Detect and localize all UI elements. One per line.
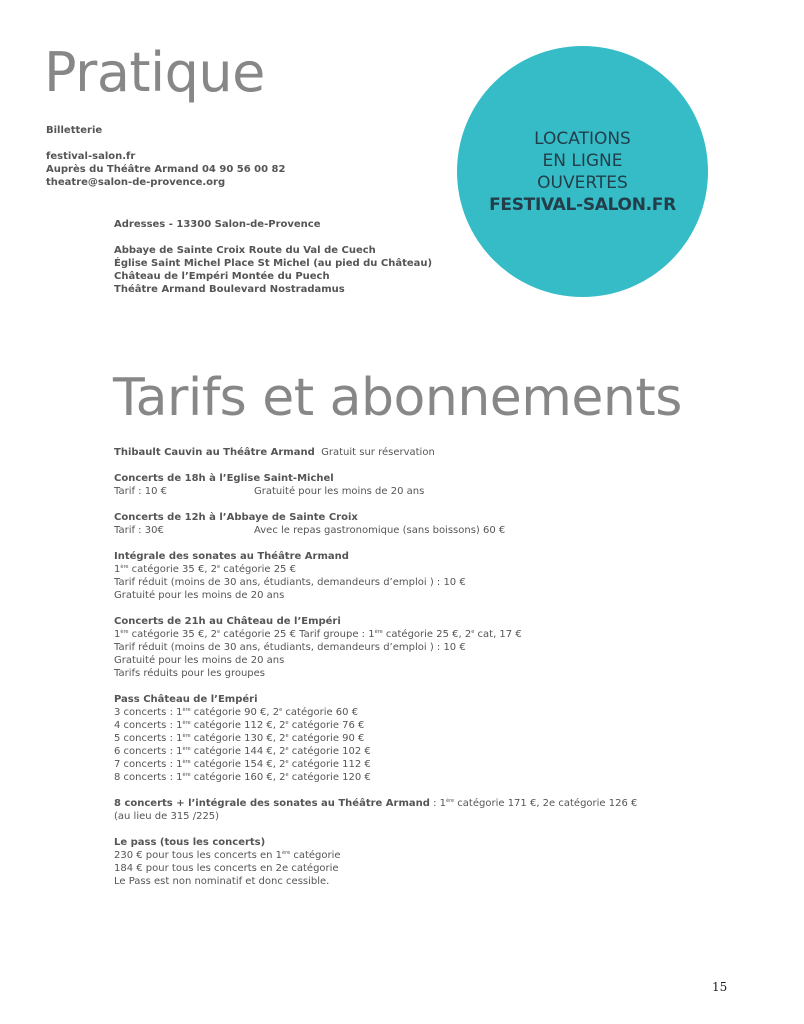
text: catégorie xyxy=(290,850,341,861)
sup: e xyxy=(217,629,221,635)
pass-row xyxy=(114,771,637,784)
concerts18-tarif: Tarif : 10 € xyxy=(114,486,167,497)
integrale-line2: Tarif réduit (moins de 30 ans, étudiants, demandeurs d’emploi ) : 10 € xyxy=(114,577,466,588)
text: : 1 xyxy=(429,798,447,809)
text: catégorie 102 € xyxy=(288,746,371,757)
text: 1 xyxy=(114,564,121,575)
pass-chateau-heading: Pass Château de l’Empéri xyxy=(114,694,258,705)
sup: ère xyxy=(182,707,191,713)
text: 8 concerts : 1 xyxy=(114,772,183,783)
text: catégorie 35 €, 2 xyxy=(128,564,218,575)
sup: ère xyxy=(120,629,129,635)
integrale-heading: Intégrale des sonates au Théâtre Armand xyxy=(114,551,349,562)
thibault-row xyxy=(114,446,637,459)
concerts21-line4: Tarifs réduits pour les groupes xyxy=(114,668,266,679)
address-line: Château de l’Empéri Montée du Puech xyxy=(114,271,330,282)
sup: e xyxy=(279,707,283,713)
thibault-text: Gratuit sur réservation xyxy=(321,447,435,458)
billetterie-block xyxy=(46,124,285,189)
sup: ère xyxy=(120,564,129,570)
text: 3 concerts : 1 xyxy=(114,707,183,718)
spacer xyxy=(114,231,432,244)
address-line: Théâtre Armand Boulevard Nostradamus xyxy=(114,284,345,295)
concerts12-row xyxy=(114,524,637,537)
circle-line-locations: LOCATIONS xyxy=(534,128,631,149)
sup: e xyxy=(285,759,289,765)
text: catégorie 90 € xyxy=(288,733,365,744)
sup: e xyxy=(285,746,289,752)
circle-line-en-ligne: EN LIGNE xyxy=(542,150,623,171)
text: catégorie 120 € xyxy=(288,772,371,783)
text: catégorie 76 € xyxy=(288,720,365,731)
sup: ère xyxy=(282,850,291,856)
text: 4 concerts : 1 xyxy=(114,720,183,731)
spacer xyxy=(114,537,637,550)
website-link[interactable]: festival-salon.fr xyxy=(46,151,136,162)
text: 230 € pour tous les concerts en 1 xyxy=(114,850,283,861)
integrale-line3: Gratuité pour les moins de 20 ans xyxy=(114,590,285,601)
sup: ère xyxy=(374,629,383,635)
adresses-heading: Adresses - 13300 Salon-de-Provence xyxy=(114,219,321,230)
pass-row xyxy=(114,758,637,771)
text: catégorie 60 € xyxy=(282,707,359,718)
adresses-block xyxy=(114,218,432,296)
spacer xyxy=(114,680,637,693)
spacer xyxy=(114,459,637,472)
text: catégorie 112 € xyxy=(288,759,371,770)
text: catégorie 112 €, 2 xyxy=(190,720,286,731)
text: catégorie 25 € xyxy=(220,564,296,575)
sup: ère xyxy=(182,759,191,765)
spacer xyxy=(114,602,637,615)
spacer xyxy=(46,137,285,150)
sup: e xyxy=(285,772,289,778)
text: catégorie 130 €, 2 xyxy=(190,733,286,744)
le-pass-line2: 184 € pour tous les concerts en 2e catégorie xyxy=(114,863,339,874)
le-pass-heading: Le pass (tous les concerts) xyxy=(114,837,266,848)
eight-plus-row xyxy=(114,797,637,810)
concerts18-note: Gratuité pour les moins de 20 ans xyxy=(254,486,425,497)
text: catégorie 160 €, 2 xyxy=(190,772,286,783)
concerts21-line1 xyxy=(114,628,637,641)
concerts12-heading: Concerts de 12h à l’Abbaye de Sainte Croix xyxy=(114,512,358,523)
concerts12-tarif: Tarif : 30€ xyxy=(114,525,164,536)
sup: e xyxy=(285,733,289,739)
spacer xyxy=(114,498,637,511)
circle-website-link[interactable]: FESTIVAL-SALON.FR xyxy=(489,194,676,215)
text: 7 concerts : 1 xyxy=(114,759,183,770)
sup: e xyxy=(217,564,221,570)
concerts21-line3: Gratuité pour les moins de 20 ans xyxy=(114,655,285,666)
tarifs-title: Tarifs et abonnements xyxy=(113,368,682,428)
le-pass-line3: Le Pass est non nominatif et donc cessible. xyxy=(114,876,330,887)
eight-plus-heading: 8 concerts + l’intégrale des sonates au Théâtre Armand xyxy=(114,798,430,809)
pratique-title: Pratique xyxy=(44,41,265,104)
address-line: Église Saint Michel Place St Michel (au pied du Château) xyxy=(114,258,433,269)
theatre-contact: Auprès du Théâtre Armand 04 90 56 00 82 xyxy=(46,164,286,175)
concerts21-heading: Concerts de 21h au Château de l’Empéri xyxy=(114,616,341,627)
integrale-line1 xyxy=(114,563,637,576)
text: cat, 17 € xyxy=(474,629,522,640)
circle-line-ouvertes: OUVERTES xyxy=(537,172,628,193)
sup: ère xyxy=(182,772,191,778)
page-number: 15 xyxy=(712,980,728,994)
sup: ère xyxy=(182,746,191,752)
concerts21-line2: Tarif réduit (moins de 30 ans, étudiants, demandeurs d’emploi ) : 10 € xyxy=(114,642,466,653)
text: catégorie 144 €, 2 xyxy=(190,746,286,757)
spacer xyxy=(114,823,637,836)
eight-plus-line2: (au lieu de 315 /225) xyxy=(114,811,220,822)
pass-row xyxy=(114,745,637,758)
sup: ère xyxy=(182,720,191,726)
text: catégorie 25 €, 2 xyxy=(382,629,472,640)
text: catégorie 90 €, 2 xyxy=(190,707,280,718)
pass-row xyxy=(114,732,637,745)
tarifs-block xyxy=(114,446,637,888)
locations-circle xyxy=(457,46,708,297)
spacer xyxy=(114,784,637,797)
text: catégorie 25 € Tarif groupe : 1 xyxy=(220,629,375,640)
thibault-heading: Thibault Cauvin au Théâtre Armand xyxy=(114,447,315,458)
sup: ère xyxy=(446,798,455,804)
le-pass-line1 xyxy=(114,849,637,862)
sup: e xyxy=(285,720,289,726)
text: 5 concerts : 1 xyxy=(114,733,183,744)
concerts12-note: Avec le repas gastronomique (sans boissons) 60 € xyxy=(254,525,506,536)
address-line: Abbaye de Sainte Croix Route du Val de Cuech xyxy=(114,245,376,256)
concerts18-heading: Concerts de 18h à l’Eglise Saint-Michel xyxy=(114,473,334,484)
sup: ère xyxy=(182,733,191,739)
text: 1 xyxy=(114,629,121,640)
sup: e xyxy=(471,629,475,635)
text: catégorie 35 €, 2 xyxy=(128,629,218,640)
text: catégorie 154 €, 2 xyxy=(190,759,286,770)
concerts18-row xyxy=(114,485,637,498)
billetterie-heading: Billetterie xyxy=(46,125,103,136)
text: 6 concerts : 1 xyxy=(114,746,183,757)
email-link[interactable]: theatre@salon-de-provence.org xyxy=(46,177,226,188)
pass-row xyxy=(114,719,637,732)
text: catégorie 171 €, 2e catégorie 126 € xyxy=(454,798,638,809)
pass-row xyxy=(114,706,637,719)
